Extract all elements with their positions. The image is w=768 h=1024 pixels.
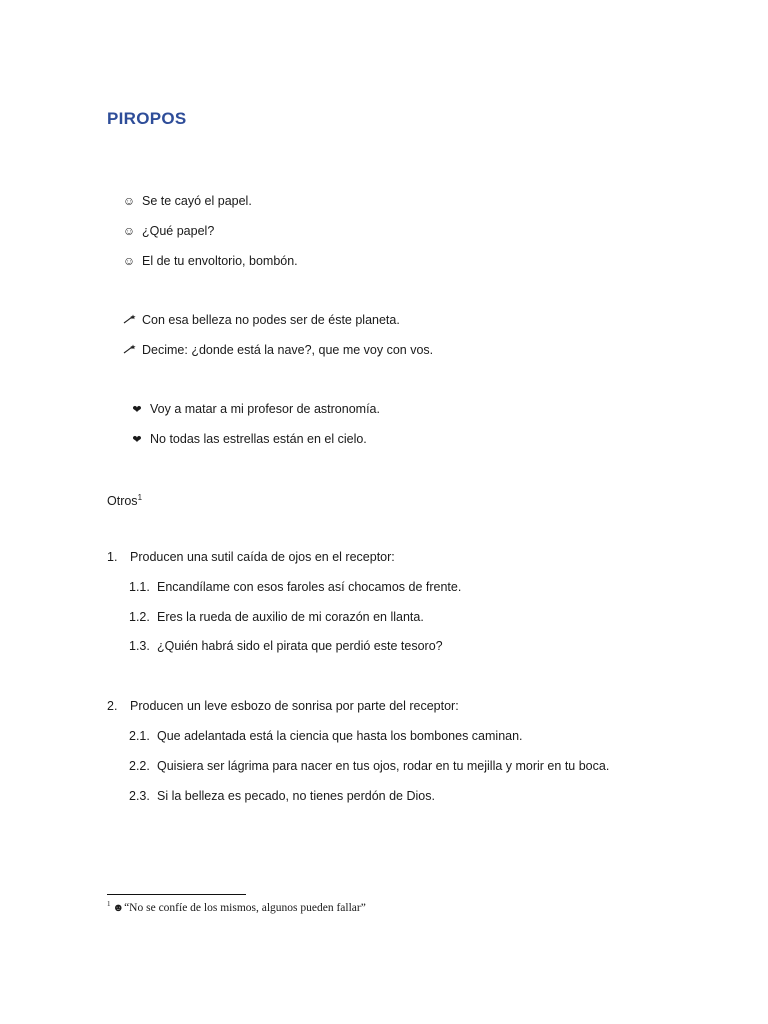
- list-item: 2.2. Quisiera ser lágrima para nacer en tus ojos, rodar en tu mejilla y morir en tu boca.: [129, 759, 610, 773]
- list-item: ❤ Voy a matar a mi profesor de astronomía.: [130, 401, 380, 418]
- list-item: 2.3. Si la belleza es pecado, no tienes perdón de Dios.: [129, 789, 435, 803]
- list-item: Con esa belleza no podes ser de éste planeta.: [122, 312, 400, 329]
- list-item: 2.1. Que adelantada está la ciencia que hasta los bombones caminan.: [129, 729, 523, 743]
- footnote-number: 1: [107, 900, 111, 908]
- list-item: ☺ El de tu envoltorio, bombón.: [122, 254, 298, 268]
- shooting-star-icon: [122, 343, 136, 359]
- smiley-icon: ☺: [122, 254, 136, 268]
- numbered-heading: 2. Producen un leve esbozo de sonrisa por parte del receptor:: [107, 699, 459, 713]
- heart-icon: ❤: [132, 404, 142, 416]
- smiley-icon: ☺: [122, 194, 136, 208]
- list-item: Decime: ¿donde está la nave?, que me voy con vos.: [122, 342, 433, 359]
- numbered-heading: 1. Producen una sutil caída de ojos en el receptor:: [107, 550, 395, 564]
- smiley-icon: ☻: [112, 902, 125, 914]
- list-item: ☺ ¿Qué papel?: [122, 224, 215, 238]
- shooting-star-icon: [122, 313, 136, 329]
- list-item: 1.3. ¿Quién habrá sido el pirata que perdió este tesoro?: [129, 639, 443, 653]
- footnote-ref: 1: [137, 493, 143, 502]
- heart-icon: ❤: [132, 434, 142, 446]
- list-item: 1.1. Encandílame con esos faroles así chocamos de frente.: [129, 580, 462, 594]
- page-title: PIROPOS: [107, 109, 187, 128]
- list-item: 1.2. Eres la rueda de auxilio de mi corazón en llanta.: [129, 610, 424, 624]
- list-item: ☺ Se te cayó el papel.: [122, 194, 252, 208]
- smiley-icon: ☺: [122, 224, 136, 238]
- footnote-divider: [107, 894, 246, 895]
- footnote: $^1$ ☻“No se confíe de los mismos, algunos pueden fallar”: [107, 900, 366, 914]
- section-label: Otros$^1$: [107, 493, 143, 508]
- list-item: ❤ No todas las estrellas están en el cielo.: [130, 431, 367, 448]
